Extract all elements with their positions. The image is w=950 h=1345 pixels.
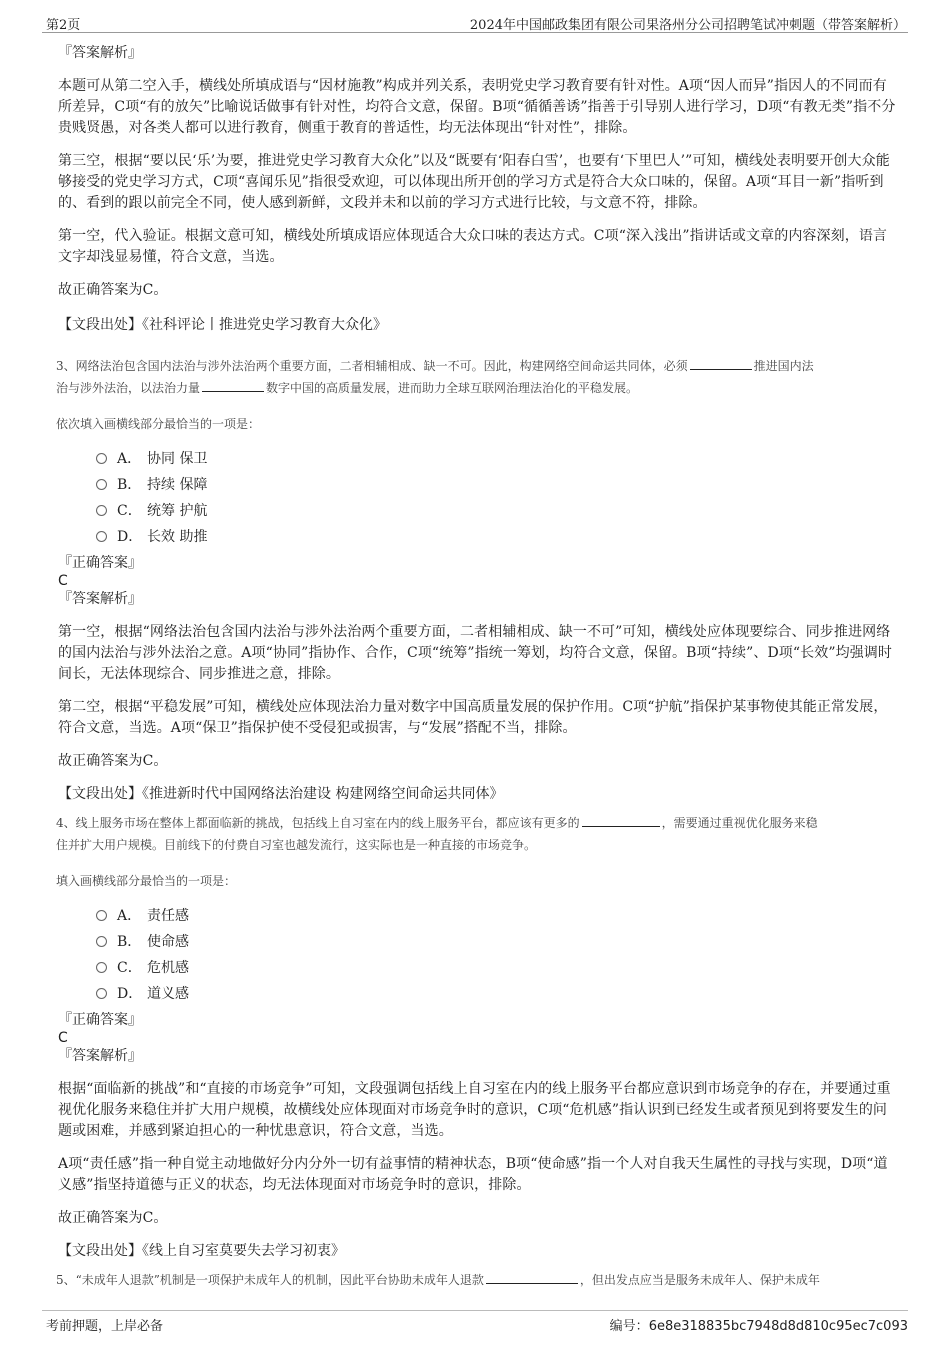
option-d[interactable]: D． 长效 助推 <box>96 524 896 550</box>
analysis-paragraph: A项“责任感”指一种自觉主动地做好分内分外一切有益事情的精神状态，B项“使命感”指一个人对自我天生属性的寻找与实现，D项“道义感”指坚持道德与正义的状态，均无法体现面对市场竞争时的意识，排除。 <box>58 1156 888 1193</box>
correct-answer-label: 『正确答案』 <box>58 1012 142 1028</box>
radio-icon[interactable] <box>96 936 107 947</box>
stem-text: 数字中国的高质量发展，进而助力全球互联网治理法治化的平稳发展。 <box>266 381 639 395</box>
question-5 <box>56 1269 896 1291</box>
option-list <box>96 903 896 1007</box>
analysis-paragraph: 第二空，根据“平稳发展”可知，横线处应体现法治力量对数字中国高质量发展的保护作用。C项“护航”指保护某事物使其能正常发展，符合文意，当选。A项“保卫”指保护使不受侵犯或损害，与“发展”搭配不当，排除。 <box>58 699 888 736</box>
fill-blank <box>690 356 752 370</box>
question-4 <box>56 812 896 1261</box>
page-content <box>56 44 896 1291</box>
option-list <box>96 446 896 550</box>
correct-answer-label: 『正确答案』 <box>58 555 142 571</box>
page-header <box>42 12 908 33</box>
analysis-paragraph: 第一空，代入验证。根据文意可知，横线处所填成语应体现适合大众口味的表达方式。C项“深入浅出”指讲话或文章的内容深刻，语言文字却浅显易懂，符合文意，当选。 <box>58 228 888 265</box>
page-footer <box>42 1310 908 1335</box>
analysis-paragraph: 第三空，根据“要以民‘乐’为要，推进党史学习教育大众化”以及“既要有‘阳春白雪’，也要有‘下里巴人’”可知，横线处表明要开创大众能够接受的党史学习方式，C项“喜闻乐见”指很受欢迎，可以体现出所开创的学习方式是符合大众口味的，保留。A项“耳目一新”指听到的、看到的跟以前完全不同，使人感到新鲜，文段并未和以前的学习方式进行比较，与文意不符，排除。 <box>58 153 890 211</box>
fill-blank <box>582 813 660 827</box>
question-instruction: 填入画横线部分最恰当的一项是： <box>56 874 237 888</box>
analysis-conclusion: 故正确答案为C。 <box>58 282 168 298</box>
stem-text: 5、“未成年人退款”机制是一项保护未成年人的机制，因此平台协助未成年人退款 <box>56 1273 484 1287</box>
analysis-conclusion: 故正确答案为C。 <box>58 753 168 769</box>
analysis-paragraph: 第一空，根据“网络法治包含国内法治与涉外法治两个重要方面，二者相辅相成、缺一不可”可知，横线处应体现要综合、同步推进网络的国内法治与涉外法治之意。A项“协同”指协作、合作，C项“统筹”指统一筹划，均符合文意，保留。B项“持续”、D项“长效”均强调时间长，无法体现综合、同步推进之意，排除。 <box>58 624 892 682</box>
source-citation: 【文段出处】《推进新时代中国网络法治建设 构建网络空间命运共同体》 <box>58 786 504 802</box>
option-c[interactable]: C． 统筹 护航 <box>96 498 896 524</box>
radio-icon[interactable] <box>96 531 107 542</box>
stem-text: 4、线上服务市场在整体上都面临新的挑战，包括线上自习室在内的线上服务平台，都应该有更多的 <box>56 816 580 830</box>
page-number: 第2页 <box>46 18 81 33</box>
stem-text: 3、网络法治包含国内法治与涉外法治两个重要方面，二者相辅相成、缺一不可。因此，构建网络空间命运共同体，必须 <box>56 359 688 373</box>
analysis-paragraph: 根据“面临新的挑战”和“直接的市场竞争”可知，文段强调包括线上自习室在内的线上服务平台都应意识到市场竞争的存在，并要通过重视优化服务来稳住并扩大用户规模，故横线处应体现面对市场竞争时的意识，C项“危机感”指认识到已经发生或者预见到将要发生的问题或困难，并感到紧迫担心的一种忧患意识，符合文意，当选。 <box>58 1081 891 1139</box>
option-a[interactable]: A． 协同 保卫 <box>96 446 896 472</box>
radio-icon[interactable] <box>96 988 107 999</box>
radio-icon[interactable] <box>96 505 107 516</box>
fill-blank <box>486 1270 578 1284</box>
radio-icon[interactable] <box>96 910 107 921</box>
question-stem <box>56 1269 896 1291</box>
stem-text: 推进国内法 <box>753 359 814 373</box>
document-title: 2024年中国邮政集团有限公司果洛州分公司招聘笔试冲刺题（带答案解析） <box>469 18 906 33</box>
stem-text: ，需要通过重视优化服务来稳 <box>661 816 818 830</box>
stem-text: ，但出发点应当是服务未成年人、保护未成年 <box>579 1273 820 1287</box>
stem-text: 治与涉外法治，以法治力量 <box>56 381 201 395</box>
option-d[interactable]: D． 道义感 <box>96 981 896 1007</box>
stem-text: 住并扩大用户规模。目前线下的付费自习室也越发流行，这实际也是一种直接的市场竞争。 <box>56 838 537 852</box>
code-value: 6e8e318835bc7948d8d810c95ec7c093 <box>648 1319 908 1334</box>
radio-icon[interactable] <box>96 453 107 464</box>
question-instruction: 依次填入画横线部分最恰当的一项是： <box>56 417 261 431</box>
analysis-label: 『答案解析』 <box>58 45 142 61</box>
option-b[interactable]: B． 持续 保障 <box>96 472 896 498</box>
radio-icon[interactable] <box>96 962 107 973</box>
analysis-paragraph: 本题可从第二空入手，横线处所填成语与“因材施教”构成并列关系，表明党史学习教育要有针对性。A项“因人而异”指因人的不同而有所差异，C项“有的放矢”比喻说话做事有针对性，均符合文意，保留。B项“循循善诱”指善于引导别人进行学习，D项“有教无类”指不分贵贱贤愚，对各类人都可以进行教育，侧重于教育的普适性，均无法体现出“针对性”，排除。 <box>58 78 896 136</box>
correct-answer: C <box>58 573 68 589</box>
radio-icon[interactable] <box>96 479 107 490</box>
analysis-label: 『答案解析』 <box>58 1048 142 1064</box>
analysis-label: 『答案解析』 <box>58 591 142 607</box>
analysis-conclusion: 故正确答案为C。 <box>58 1210 168 1226</box>
question-stem <box>56 355 896 399</box>
code-label: 编号： <box>609 1319 649 1334</box>
correct-answer: C <box>58 1030 68 1046</box>
option-c[interactable]: C． 危机感 <box>96 955 896 981</box>
question-stem <box>56 812 896 856</box>
document-code <box>610 1315 908 1334</box>
question-2-analysis <box>56 44 896 335</box>
question-3 <box>56 355 896 804</box>
source-citation: 【文段出处】《线上自习室莫要失去学习初衷》 <box>58 1243 345 1259</box>
source-citation: 【文段出处】《社科评论丨推进党史学习教育大众化》 <box>58 317 387 333</box>
footer-slogan: 考前押题，上岸必备 <box>46 1319 164 1334</box>
fill-blank <box>202 378 264 392</box>
option-a[interactable]: A． 责任感 <box>96 903 896 929</box>
option-b[interactable]: B． 使命感 <box>96 929 896 955</box>
